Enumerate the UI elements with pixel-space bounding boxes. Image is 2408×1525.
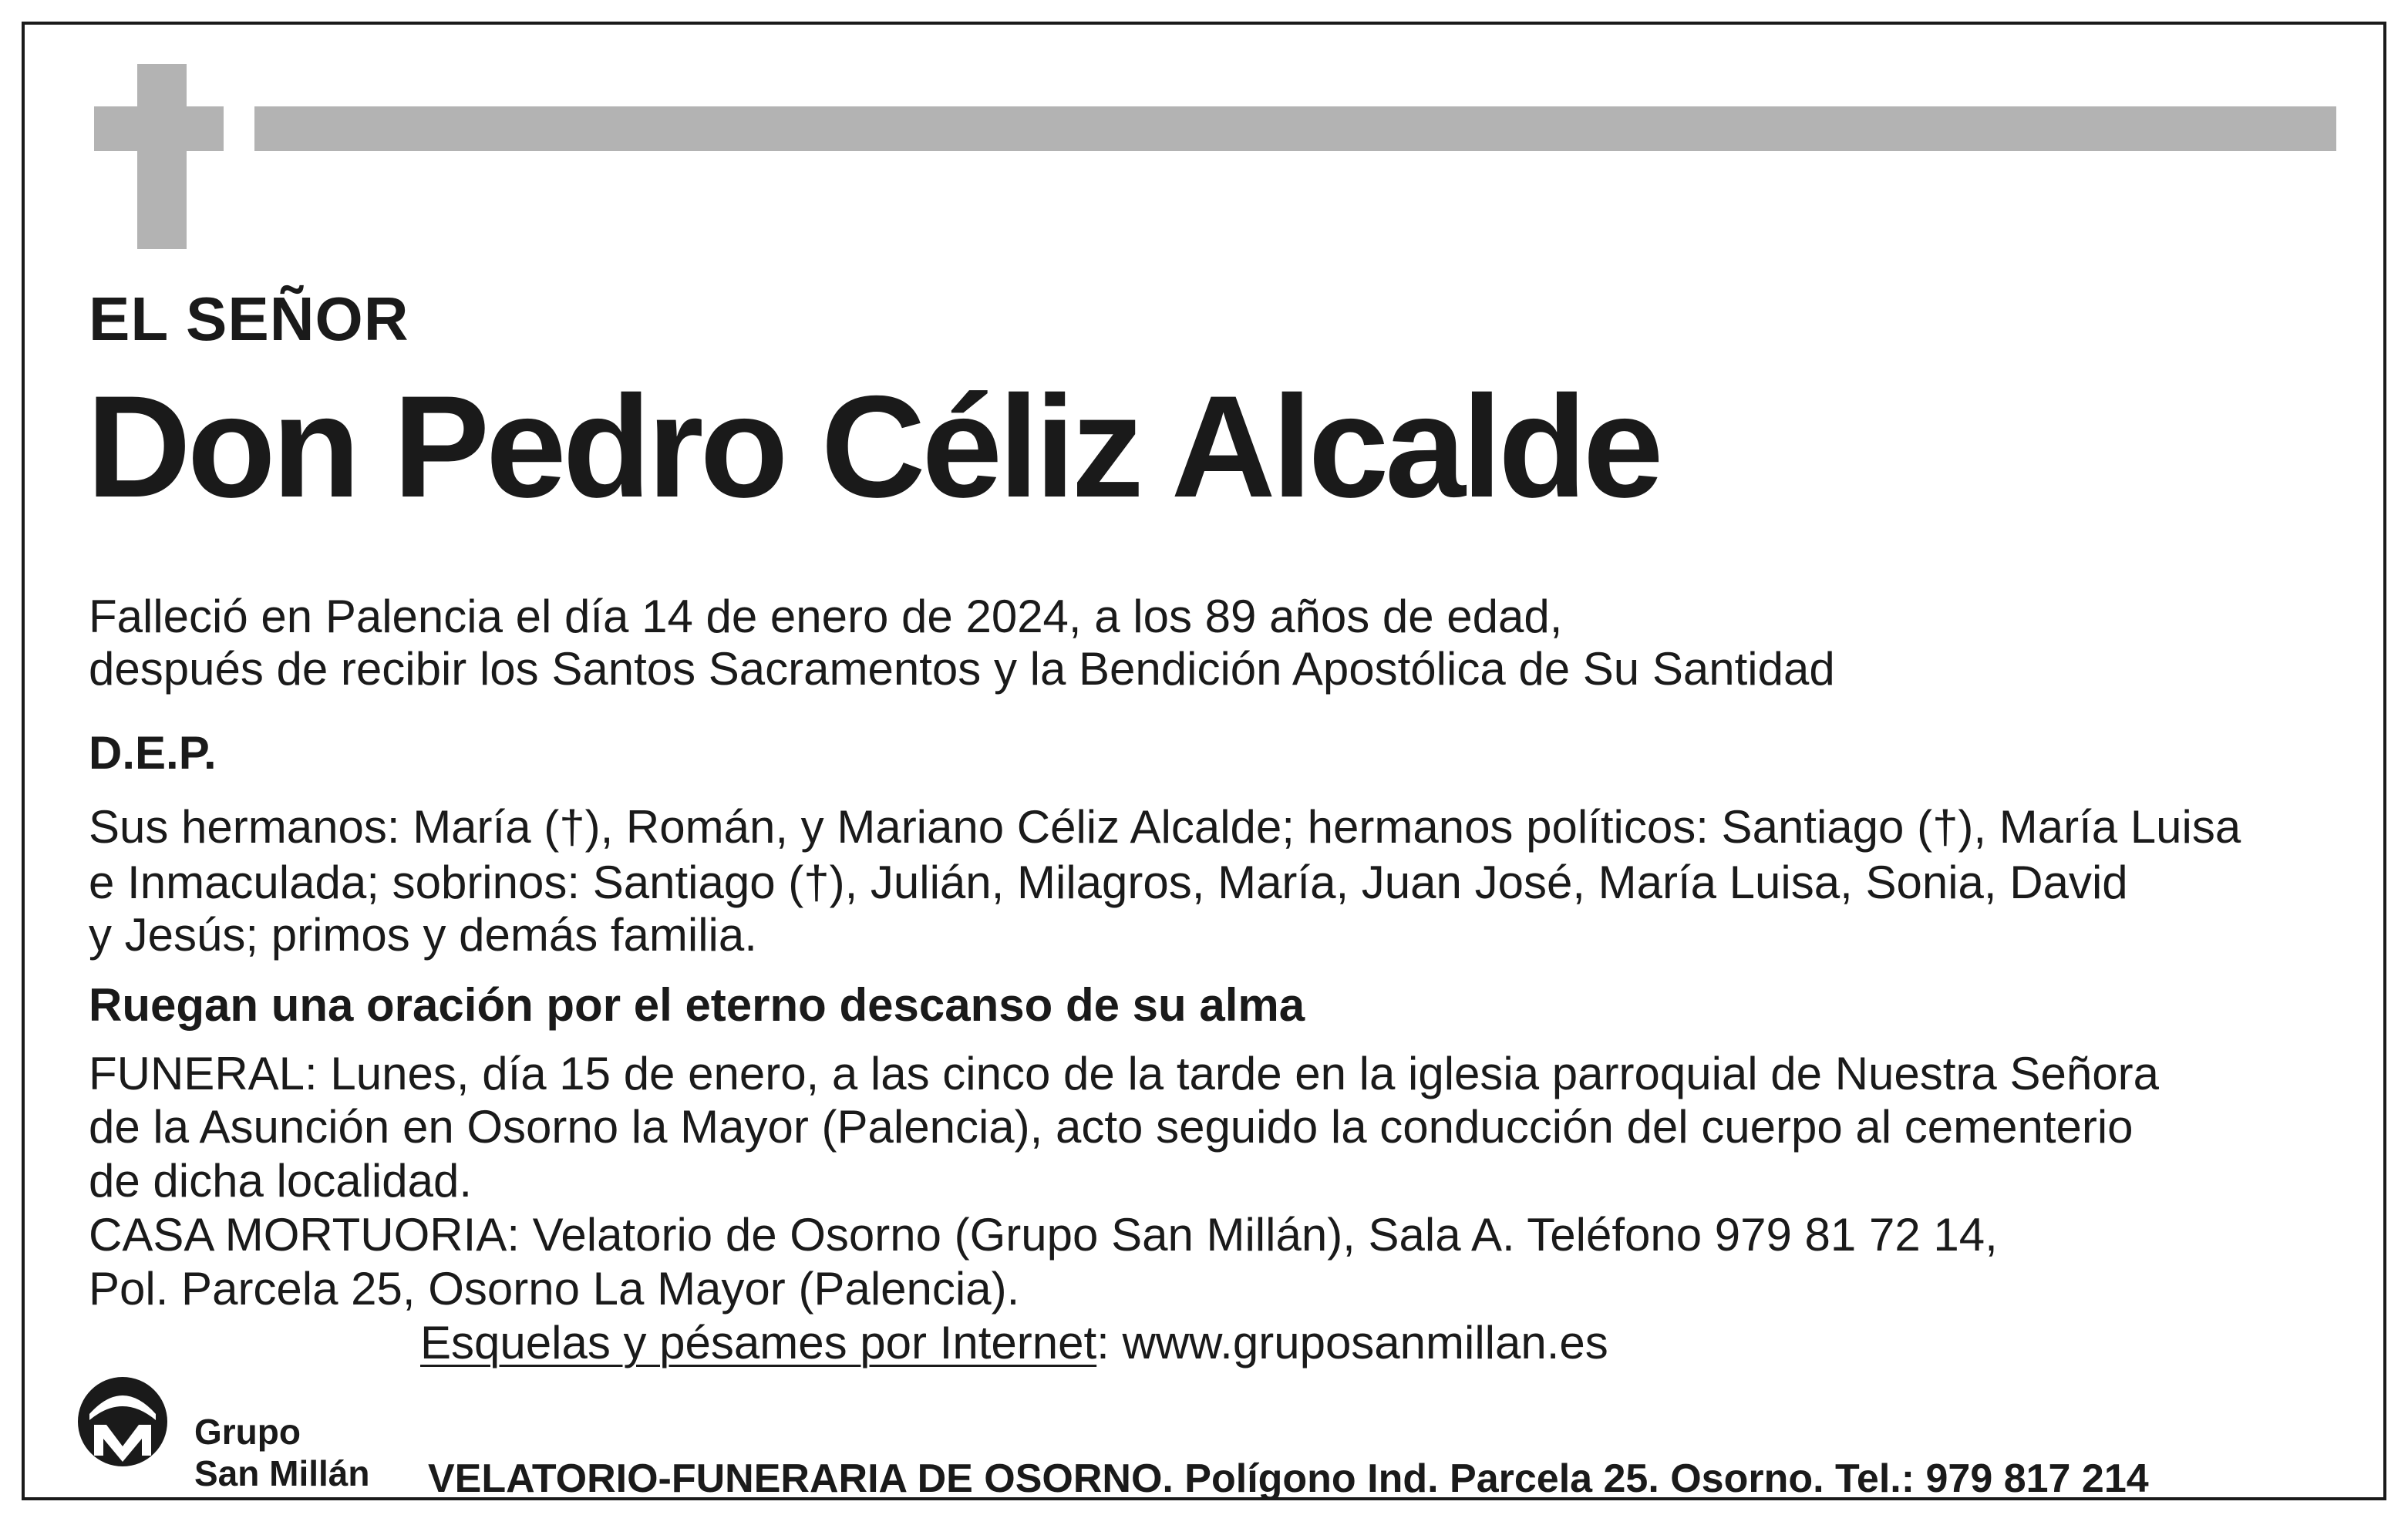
website-url[interactable]: www.gruposanmillan.es — [1122, 1317, 1608, 1368]
internet-label: Esquelas y pésames por Internet — [420, 1317, 1097, 1368]
funeral-line-1: FUNERAL: Lunes, día 15 de enero, a las cinco de la tarde en la iglesia parroquial de Nuestra Señora — [89, 1048, 2159, 1099]
prayer-request: Ruegan una oración por el eterno descanso de su alma — [89, 979, 1305, 1031]
logo-text-line-1: Grupo — [194, 1412, 301, 1452]
cross-icon-vertical — [137, 64, 187, 249]
mortuary-line-2: Pol. Parcela 25, Osorno La Mayor (Palencia). — [89, 1263, 1020, 1315]
funeral-line-3: de dicha localidad. — [89, 1155, 473, 1207]
header-gray-bar — [254, 106, 2336, 151]
family-line-3: y Jesús; primos y demás familia. — [89, 909, 757, 961]
death-notice-line-1: Falleció en Palencia el día 14 de enero de 2024, a los 89 años de edad, — [89, 591, 1563, 642]
logo-text-line-2: San Millán — [194, 1453, 370, 1493]
family-line-1: Sus hermanos: María (†), Román, y Mariano Céliz Alcalde; hermanos políticos: Santiago (†), María Luisa — [89, 801, 2241, 853]
family-line-2: e Inmaculada; sobrinos: Santiago (†), Julián, Milagros, María, Juan José, María Luisa, Sonia, David — [89, 857, 2128, 908]
death-notice-line-2: después de recibir los Santos Sacramentos y la Bendición Apostólica de Su Santidad — [89, 643, 1835, 695]
deceased-name: Don Pedro Céliz Alcalde — [86, 365, 1660, 527]
title-honorific: EL SEÑOR — [89, 284, 409, 353]
internet-separator: : — [1096, 1317, 1123, 1368]
internet-line — [420, 1317, 1608, 1368]
mortuary-line-1: CASA MORTUORIA: Velatorio de Osorno (Grupo San Millán), Sala A. Teléfono 979 81 72 14, — [89, 1209, 1998, 1261]
cross-icon-horizontal — [94, 106, 224, 151]
grupo-san-millan-logo-icon — [76, 1369, 170, 1469]
footer-address: VELATORIO-FUNERARIA DE OSORNO. Polígono Ind. Parcela 25. Osorno. Tel.: 979 817 214 — [428, 1456, 2149, 1501]
dep-label: D.E.P. — [89, 727, 217, 779]
funeral-line-2: de la Asunción en Osorno la Mayor (Palencia), acto seguido la conducción del cuerpo al cementerio — [89, 1101, 2134, 1153]
